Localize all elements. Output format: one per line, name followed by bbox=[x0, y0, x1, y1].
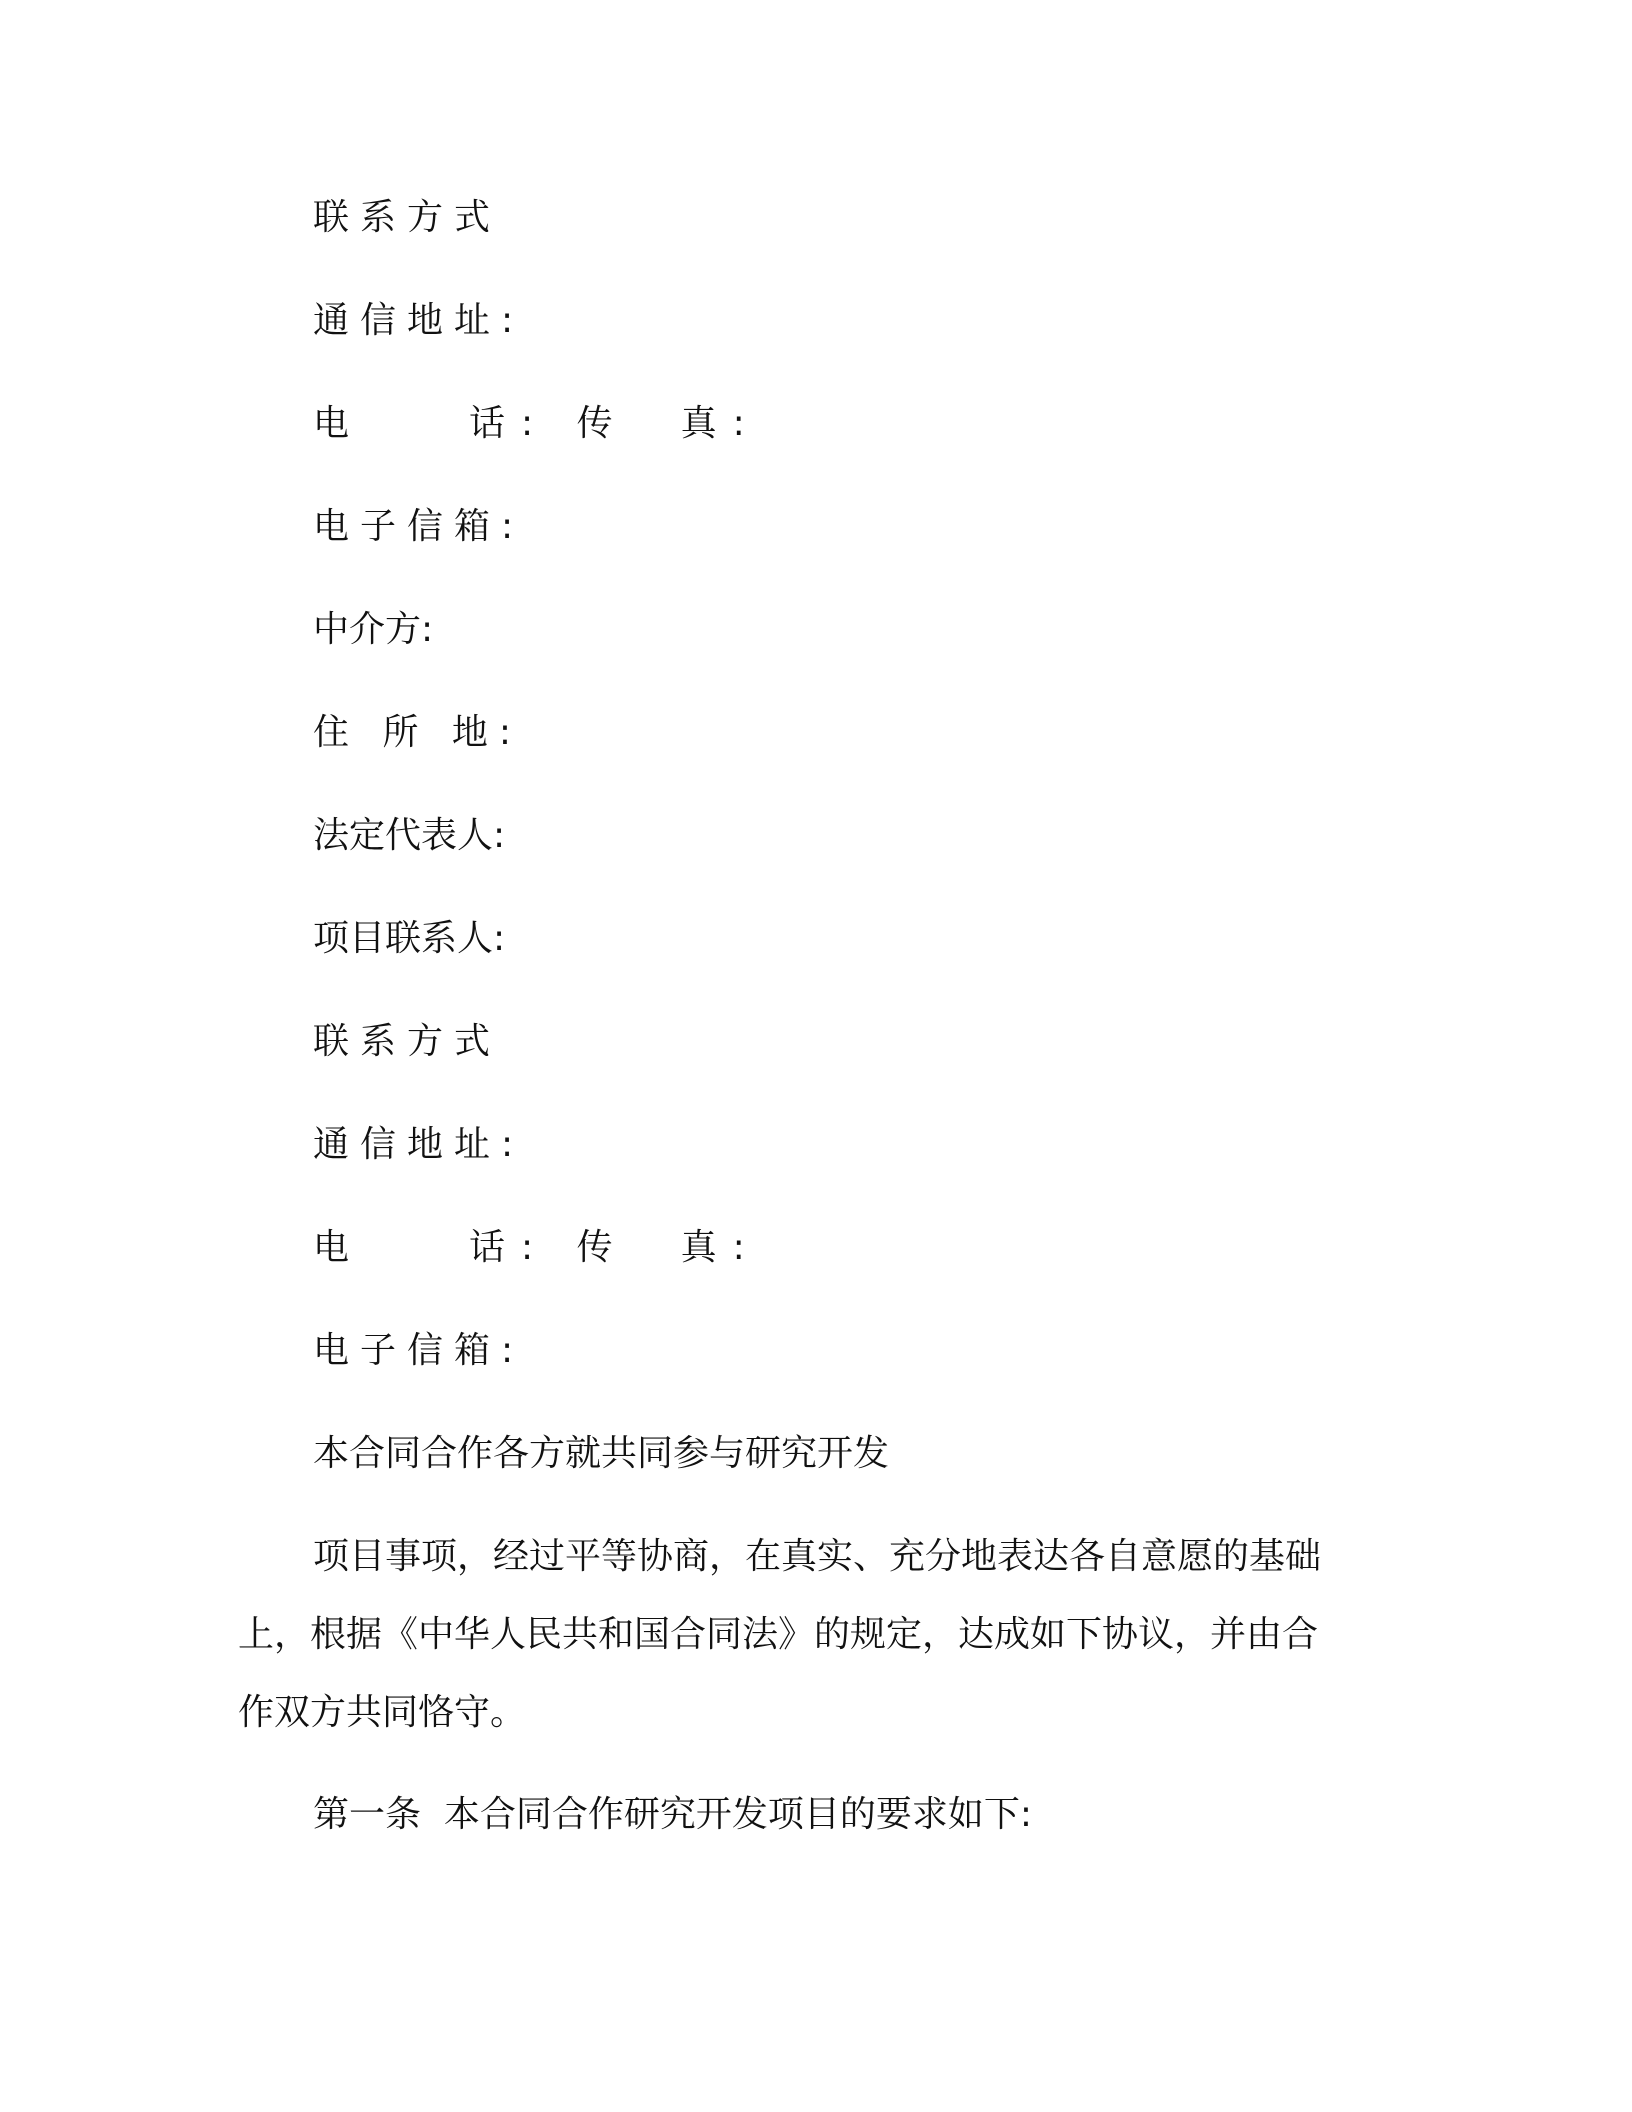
phone-fax-label: 电 话: 传 真: bbox=[313, 403, 761, 444]
intermediary-email-label: 电子信箱: bbox=[313, 1330, 525, 1371]
paragraph-line-2: 上，根据《中华人民共和国合同法》的规定，达成如下协议，并由合 bbox=[238, 1614, 1319, 1655]
legal-representative-label: 法定代表人: bbox=[313, 815, 506, 856]
paragraph-line-1: 项目事项，经过平等协商，在真实、充分地表达各自意愿的基础 bbox=[313, 1536, 1322, 1577]
intermediary-address-label: 通信地址: bbox=[313, 1124, 525, 1165]
intermediary-phone-fax-label: 电 话: 传 真: bbox=[313, 1227, 761, 1268]
article-1-heading: 第一条 本合同合作研究开发项目的要求如下: bbox=[313, 1794, 1033, 1835]
intro-line: 本合同合作各方就共同参与研究开发 bbox=[313, 1433, 890, 1474]
contact-heading: 联系方式 bbox=[313, 197, 502, 238]
residence-label: 住 所 地: bbox=[313, 712, 523, 753]
address-label: 通信地址: bbox=[313, 300, 525, 341]
intermediary-contact-heading: 联系方式 bbox=[313, 1021, 502, 1062]
project-contact-label: 项目联系人: bbox=[313, 918, 506, 959]
intermediary-label: 中介方: bbox=[313, 609, 434, 650]
paragraph-line-3: 作双方共同恪守。 bbox=[238, 1692, 527, 1733]
email-label: 电子信箱: bbox=[313, 506, 525, 547]
